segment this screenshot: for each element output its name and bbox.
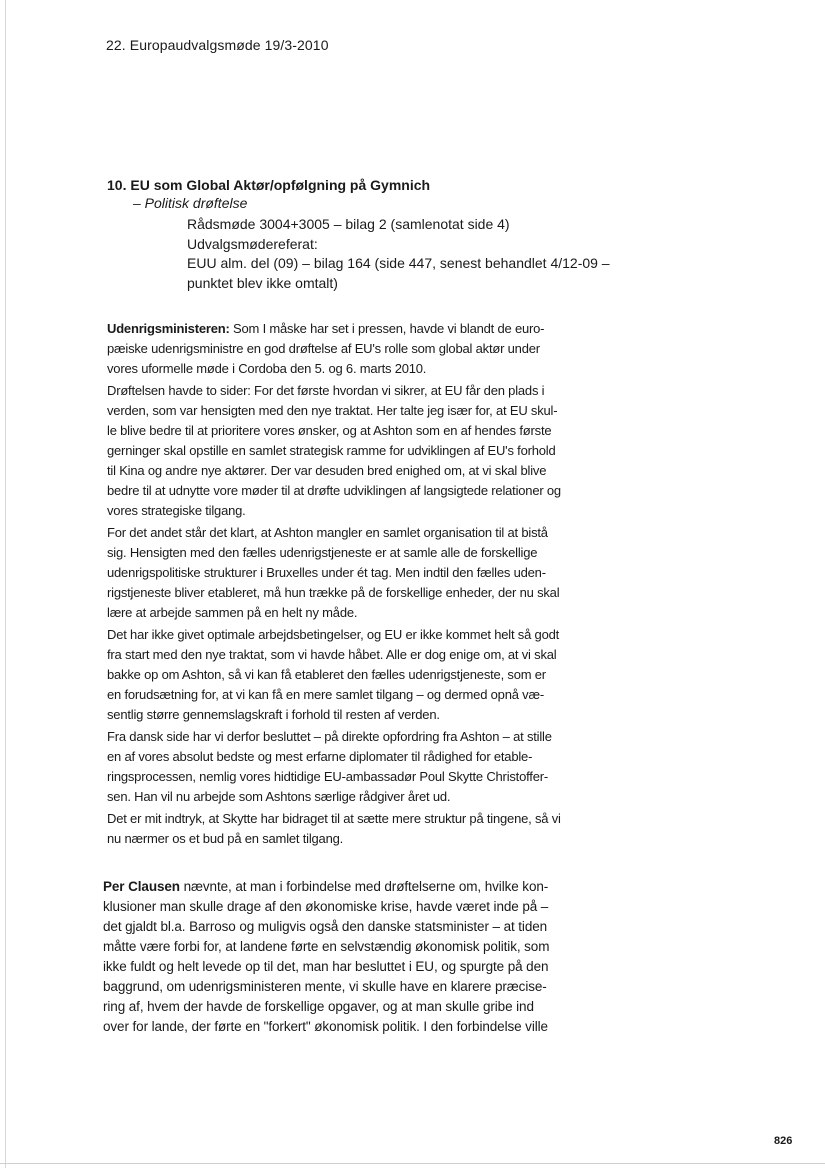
text-line: verden, som var hensigten med den nye traktat. Her talte jeg især for, at EU skul-: [107, 403, 558, 418]
paragraph: [107, 523, 592, 623]
text-line: Fra dansk side har vi derfor besluttet – på direkte opfordring fra Ashton – at stille: [107, 729, 552, 744]
agenda-ref-line: Udvalgsmødereferat:: [187, 235, 318, 252]
text-line: Drøftelsen havde to sider: For det første hvordan vi sikrer, at EU får den plads i: [107, 383, 545, 398]
paragraph: [107, 319, 592, 379]
paragraph: [107, 727, 592, 807]
text-fragment: Som I måske har set i pressen, havde vi blandt de euro-: [229, 321, 545, 336]
agenda-ref-line: punktet blev ikke omtalt): [187, 274, 338, 291]
page-edge-left: [5, 0, 6, 1168]
text-line: ring af, hvem der havde de forskellige opgaver, og at man skulle gribe ind: [103, 999, 534, 1014]
agenda-subtitle: – Politisk drøftelse: [133, 195, 248, 211]
text-line: rigstjeneste bliver etableret, må hun trække på de forskellige enheder, der nu skal: [107, 585, 560, 600]
agenda-ref-line: EUU alm. del (09) – bilag 164 (side 447, senest behandlet 4/12-09 –: [187, 255, 610, 271]
text-line: til Kina og andre nye aktører. Der var desuden bred enighed om, at vi skal blive: [107, 463, 547, 478]
page-header: 22. Europaudvalgsmøde 19/3-2010: [106, 37, 329, 53]
text-line: lære at arbejde sammen på en helt ny måde.: [107, 605, 358, 620]
text-line: en forudsætning for, at vi kan få en mere samlet tilgang – og dermed opnå væ-: [107, 687, 544, 702]
paragraph: [107, 381, 592, 521]
text-line: vores uformelle møde i Cordoba den 5. og 6. marts 2010.: [107, 361, 427, 376]
speaker-name: Per Clausen: [103, 879, 180, 894]
text-line: udenrigspolitiske strukturer i Bruxelles under ét tag. Men indtil den fælles uden-: [107, 565, 546, 580]
paragraph: [103, 877, 583, 1037]
text-line: sentlig større gennemslagskraft i forhold til resten af verden.: [107, 707, 440, 722]
text-line: pæiske udenrigsministre en god drøftelse af EU's rolle som global aktør under: [107, 341, 540, 356]
text-line: måtte være forbi for, at landene førte en selvstændig økonomisk politik, som: [103, 939, 550, 954]
agenda-references: [187, 215, 617, 293]
paragraph: [107, 809, 592, 849]
text-line: bedre til at udnytte vore møder til at drøfte udviklingen af langsigtede relationer og: [107, 483, 561, 498]
text-line: sen. Han vil nu arbejde som Ashtons særlige rådgiver året ud.: [107, 789, 451, 804]
speaker-name: Udenrigsministeren:: [107, 321, 230, 336]
text-line: det gjaldt bl.a. Barroso og muligvis også den danske statsminister – at tiden: [103, 919, 548, 934]
text-line: le blive bedre til at prioritere vores ønsker, og at Ashton som en af hendes første: [107, 423, 552, 438]
text-line: For det andet står det klart, at Ashton mangler en samlet organisation til at bistå: [107, 525, 548, 540]
text-line: Det er mit indtryk, at Skytte har bidraget til at sætte mere struktur på tingene, så vi: [107, 811, 561, 826]
text-line: baggrund, om udenrigsministeren mente, vi skulle have en klarere præcise-: [103, 979, 547, 994]
text-line: ikke fuldt og helt levede op til det, man har besluttet i EU, og spurgte på den: [103, 959, 549, 974]
text-line: sig. Hensigten med den fælles udenrigstjeneste er at samle alle de forskellige: [107, 545, 538, 560]
text-line: over for lande, der førte en "forkert" økonomisk politik. I den forbindelse ville: [103, 1019, 548, 1034]
page-edge-bottom: [0, 1163, 825, 1164]
paragraph: [107, 625, 592, 725]
text-line: bakke op om Ashton, så vi kan få etableret den fælles udenrigstjeneste, som er: [107, 667, 546, 682]
text-line: gerninger skal opstille en samlet strategisk ramme for udviklingen af EU's forhold: [107, 443, 556, 458]
text-fragment: nævnte, at man i forbindelse med drøftelserne om, hvilke kon-: [179, 879, 549, 894]
minister-statement: [107, 319, 592, 851]
per-clausen-statement: [103, 877, 583, 1037]
text-line: en af vores absolut bedste og mest erfarne diplomater til rådighed for etable-: [107, 749, 533, 764]
text-line: nu nærmer os et bud på en samlet tilgang.: [107, 831, 344, 846]
agenda-title: 10. EU som Global Aktør/opfølgning på Gymnich: [107, 177, 431, 193]
text-line: Det har ikke givet optimale arbejdsbetingelser, og EU er ikke kommet helt så godt: [107, 627, 560, 642]
text-line: [107, 319, 592, 339]
page-number: 826: [774, 1135, 793, 1147]
text-line: [103, 877, 583, 897]
text-line: ringsprocessen, nemlig vores hidtidige EU-ambassadør Poul Skytte Christoffer-: [107, 769, 548, 784]
agenda-ref-line: Rådsmøde 3004+3005 – bilag 2 (samlenotat side 4): [187, 216, 510, 232]
text-line: klusioner man skulle drage af den økonomiske krise, havde været inde på –: [103, 899, 549, 914]
text-line: vores strategiske tilgang.: [107, 503, 246, 518]
text-line: fra start med den nye traktat, som vi havde håbet. Alle er dog enige om, at vi skal: [107, 647, 557, 662]
